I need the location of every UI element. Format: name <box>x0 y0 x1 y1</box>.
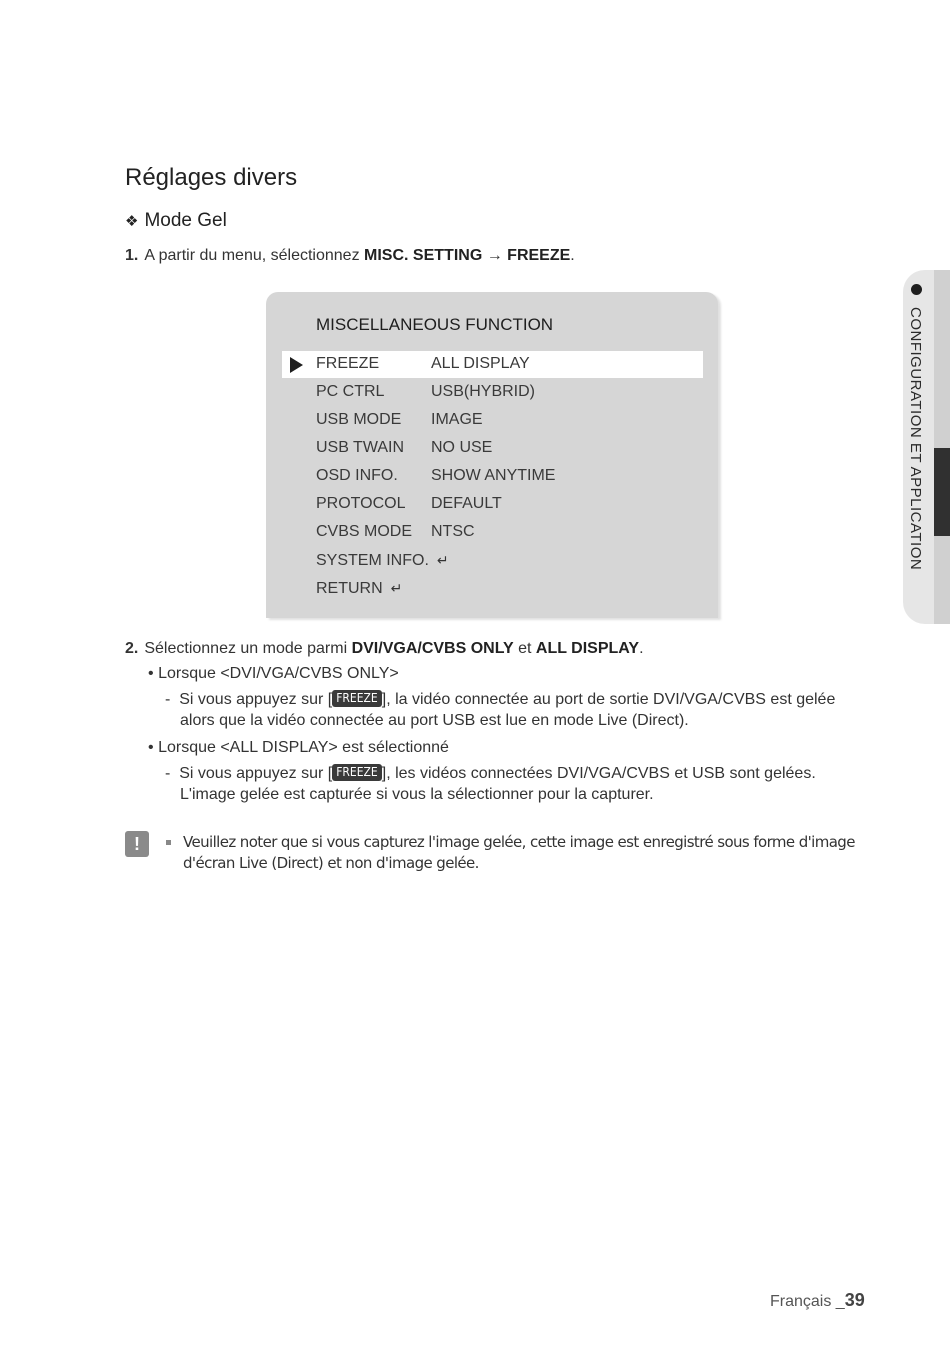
side-tab-dot-icon <box>911 284 922 295</box>
bullet-dot: • <box>148 665 154 682</box>
detail-text: ], les vidéos connectées DVI/VGA/CVBS et USB sont gelées. <box>381 765 816 782</box>
menu-item-key: RETURN <box>316 580 383 597</box>
bullet-dvi-detail-line2: alors que la vidéo connectée au port USB est lue en mode Live (Direct). <box>180 712 689 729</box>
menu-item-key: OSD INFO. <box>316 467 398 484</box>
bullet-label: Lorsque <DVI/VGA/CVBS ONLY> <box>158 665 399 682</box>
menu-item-value: ALL DISPLAY <box>431 355 530 372</box>
freeze-key-badge: FREEZE <box>332 690 382 707</box>
menu-item-freeze <box>316 350 530 378</box>
step-1-arrow: → <box>486 247 503 264</box>
enter-arrow-icon: ↵ <box>436 552 449 568</box>
menu-item-usb-mode <box>316 406 483 434</box>
side-tab-label: CONFIGURATION ET APPLICATION <box>907 307 924 571</box>
menu-item-usb-twain <box>316 434 492 462</box>
note-text: Veuillez noter que si vous capturez l'image gelée, cette image est enregistré sous forme d'image d'écran Live (Direct) et non d'image gelée. <box>183 833 855 872</box>
side-tab-marker <box>934 448 950 536</box>
menu-item-cvbs-mode <box>316 518 475 546</box>
menu-item-value: IMAGE <box>431 411 483 428</box>
freeze-key-badge: FREEZE <box>332 764 382 781</box>
menu-item-return <box>316 574 402 602</box>
detail-text: ], la vidéo connectée au port de sortie DVI/VGA/CVBS est gelée <box>381 691 836 708</box>
diamond-bullet-icon: ❖ <box>125 213 139 230</box>
menu-item-key: PC CTRL <box>316 383 385 400</box>
subsection-title <box>125 210 227 232</box>
side-tab-bar <box>934 270 950 624</box>
dash: - <box>165 765 171 782</box>
step-1-bold-freeze: FREEZE <box>507 247 571 264</box>
detail-text: Si vous appuyez sur [ <box>179 765 333 782</box>
subsection-title-text: Mode Gel <box>144 210 227 231</box>
menu-title: MISCELLANEOUS FUNCTION <box>316 315 554 334</box>
step-1 <box>125 247 575 265</box>
menu-item-value: NO USE <box>431 439 493 456</box>
step-2-bold-all: ALL DISPLAY <box>535 640 640 657</box>
menu-item-value: DEFAULT <box>431 495 502 512</box>
section-title: Réglages divers <box>125 164 298 191</box>
bullet-all-detail-line2: L'image gelée est capturée si vous la sélectionner pour la capturer. <box>180 786 654 803</box>
menu-item-value: USB(HYBRID) <box>431 383 536 400</box>
detail-text: Si vous appuyez sur [ <box>179 691 333 708</box>
step-2 <box>125 640 644 658</box>
step-1-bold-misc: MISC. SETTING <box>364 247 483 264</box>
menu-item-key: PROTOCOL <box>316 495 406 512</box>
menu-item-key: USB MODE <box>316 411 402 428</box>
step-2-end: . <box>639 640 644 657</box>
note-square-bullet <box>166 840 171 845</box>
menu-item-protocol <box>316 490 502 518</box>
footer-language: Français _ <box>770 1293 845 1310</box>
bullet-dvi-only <box>148 665 399 683</box>
bullet-label: Lorsque <ALL DISPLAY> est sélectionné <box>158 739 449 756</box>
step-2-bold-dvi: DVI/VGA/CVBS ONLY <box>351 640 514 657</box>
step-2-number: 2. <box>125 640 139 657</box>
menu-item-key: USB TWAIN <box>316 439 405 456</box>
step-2-mid: et <box>513 640 536 657</box>
step-1-end: . <box>570 247 575 264</box>
page-number: 39 <box>844 1290 865 1310</box>
menu-item-value: SHOW ANYTIME <box>431 467 556 484</box>
bullet-dot: • <box>148 739 154 756</box>
menu-item-key: CVBS MODE <box>316 523 413 540</box>
menu-item-system-info <box>316 546 449 574</box>
step-1-number: 1. <box>125 247 139 264</box>
bullet-all-display <box>148 739 449 757</box>
triangle-right-icon <box>290 357 303 373</box>
enter-arrow-icon: ↵ <box>390 580 403 596</box>
step-1-text: A partir du menu, sélectionnez <box>144 247 365 264</box>
bullet-dvi-detail <box>165 690 835 709</box>
menu-item-osd-info <box>316 462 555 490</box>
dash: - <box>165 691 171 708</box>
menu-item-pc-ctrl <box>316 378 535 406</box>
step-2-text: Sélectionnez un mode parmi <box>144 640 352 657</box>
page-footer <box>770 1290 865 1311</box>
menu-item-key: SYSTEM INFO. <box>316 552 429 569</box>
menu-item-key: FREEZE <box>316 355 380 372</box>
note-exclamation-icon: ! <box>125 831 149 857</box>
bullet-all-detail <box>165 764 816 783</box>
menu-item-value: NTSC <box>431 523 475 540</box>
